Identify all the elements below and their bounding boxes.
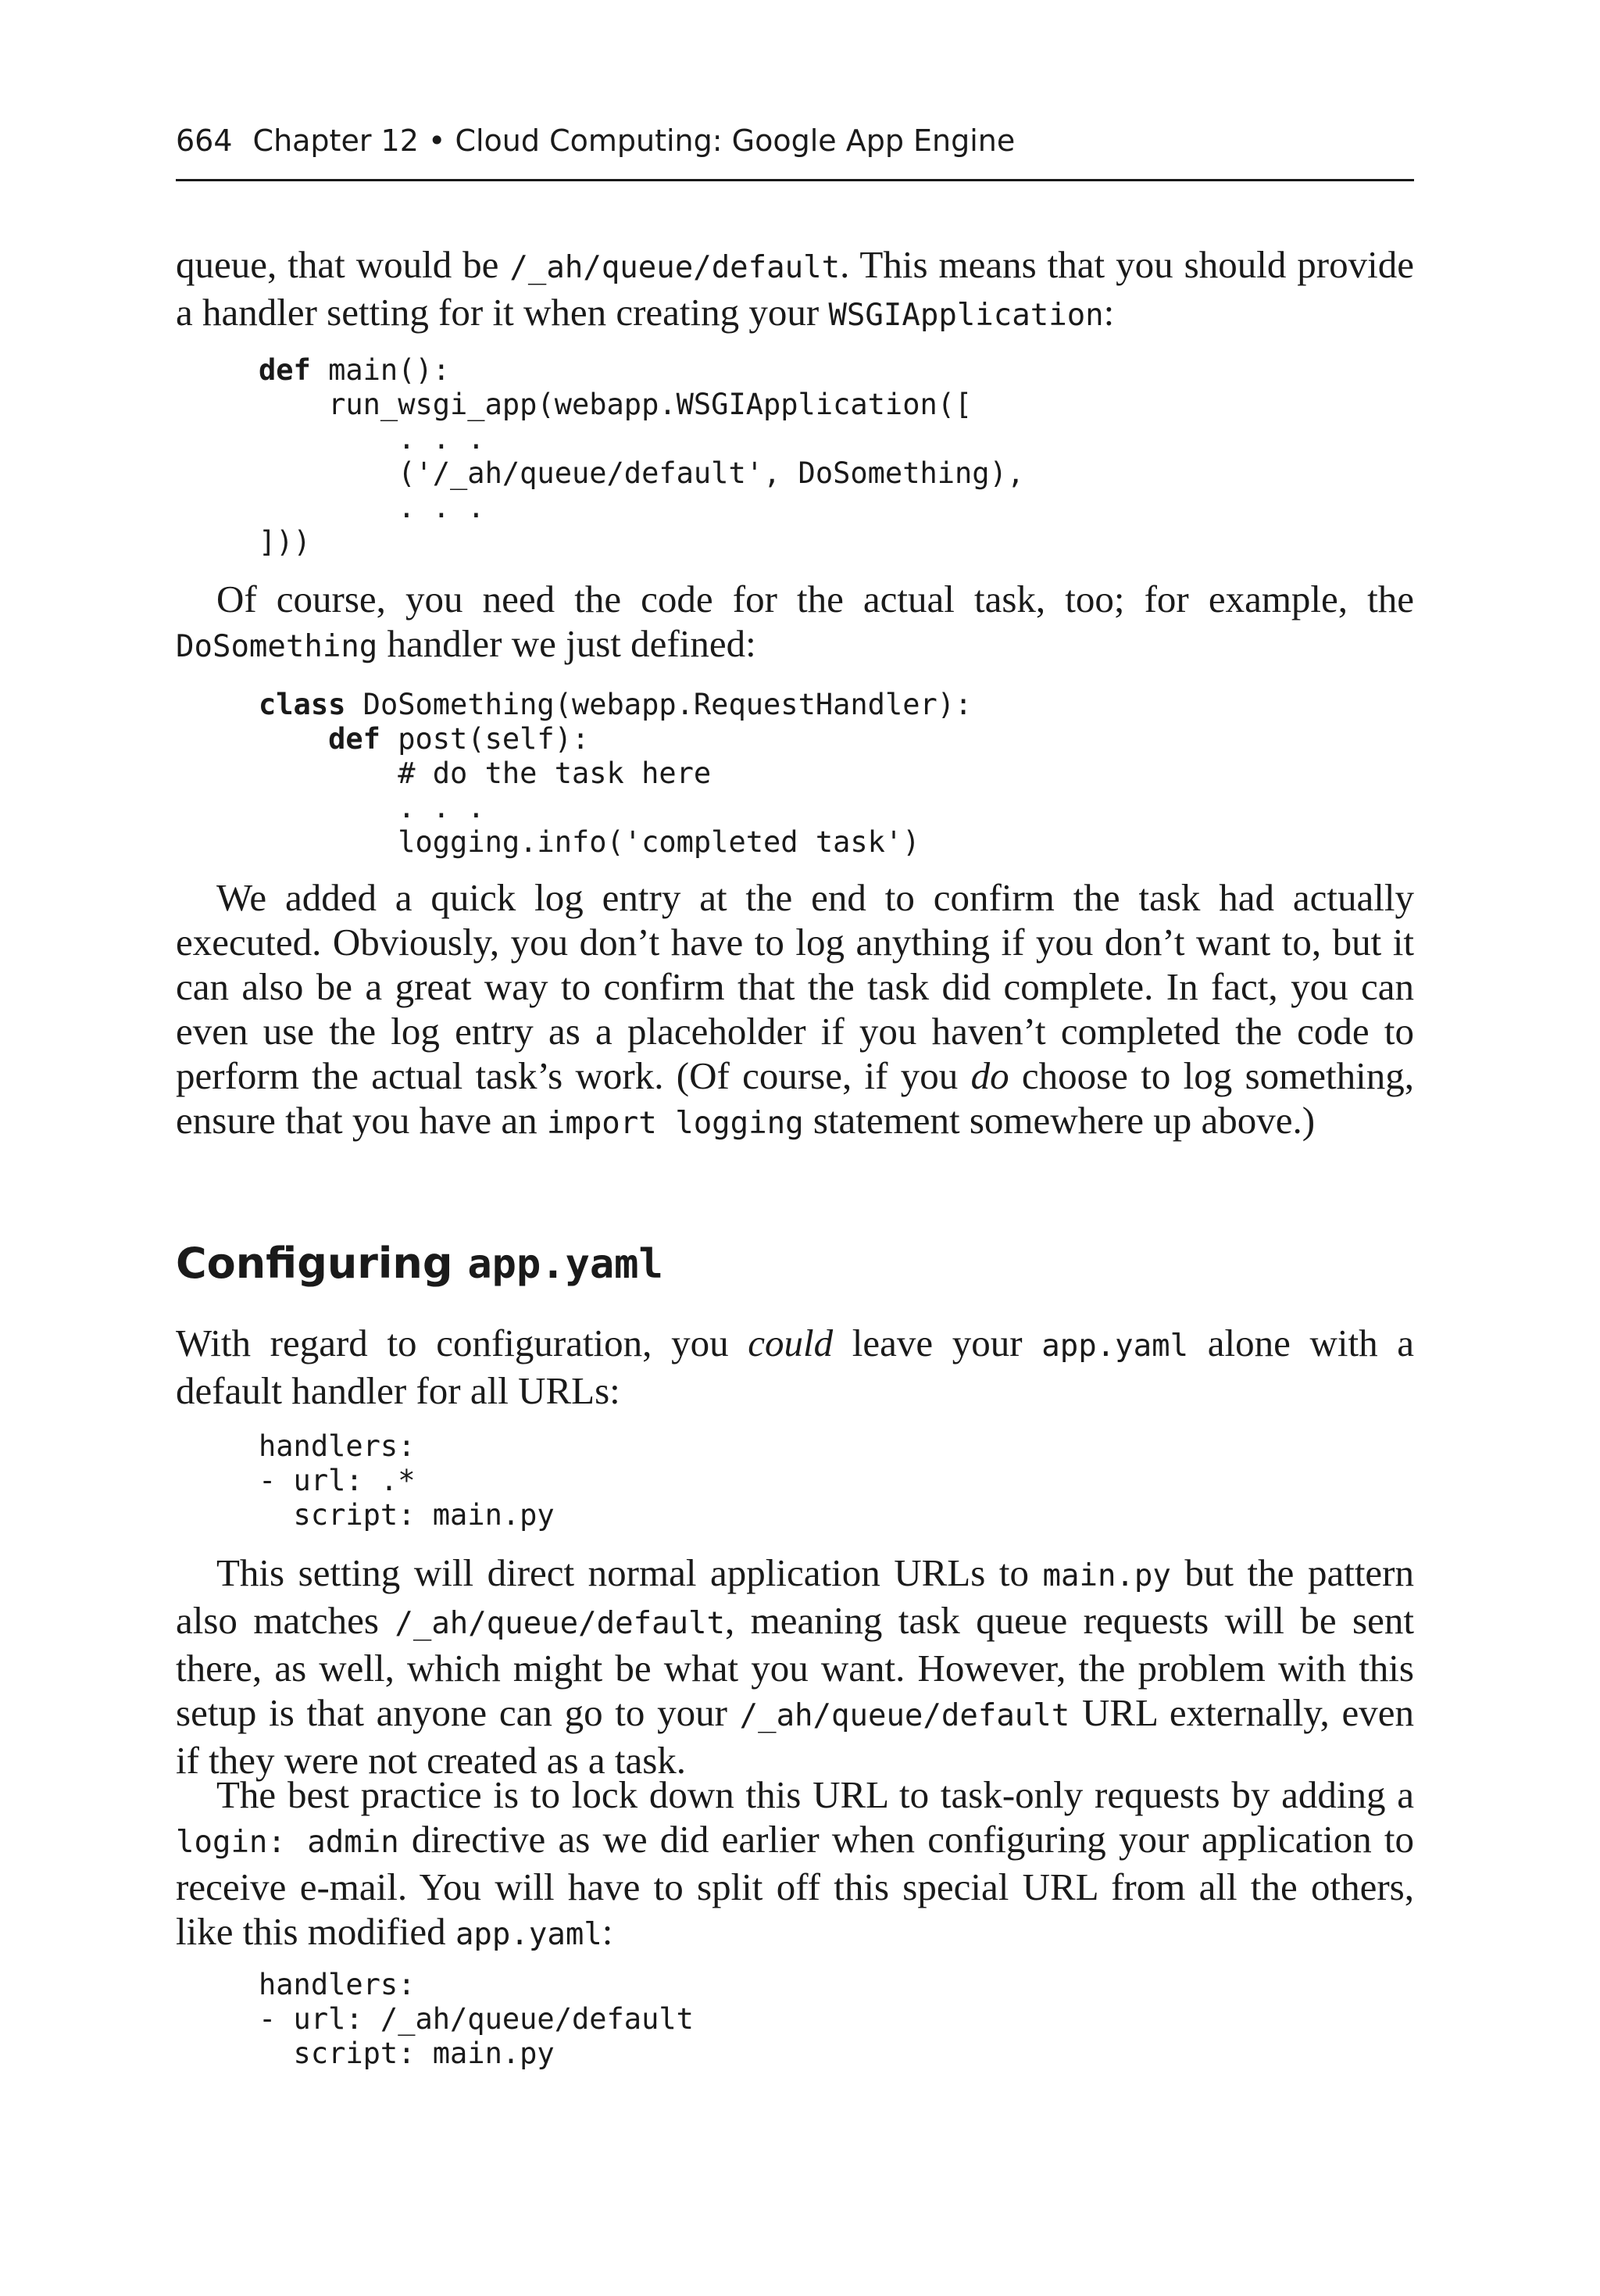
inline-code: DoSomething xyxy=(176,629,378,664)
paragraph-best-practice xyxy=(176,1772,1414,1957)
paragraph-queue-handler xyxy=(176,242,1414,338)
code-block-main xyxy=(259,353,1024,560)
text: With regard to configuration, you xyxy=(176,1321,748,1364)
code-keyword: def xyxy=(328,722,380,756)
text: queue, that would be xyxy=(176,243,510,286)
code-text: main(): xyxy=(310,353,451,387)
text: choose to log something, ensure that you have an xyxy=(176,1054,1414,1142)
text: URL externally, even if they were not created as a task. xyxy=(176,1691,1414,1782)
text: statement somewhere up above.) xyxy=(803,1099,1316,1142)
paragraph-configuration xyxy=(176,1321,1414,1413)
code-line: script: main.py xyxy=(259,1498,555,1532)
section-heading xyxy=(176,1239,663,1289)
heading-text: Configuring xyxy=(176,1239,468,1288)
inline-code: app.yaml xyxy=(455,1917,602,1952)
text: The best practice is to lock down this URL to task-only requests by adding a xyxy=(216,1773,1414,1816)
text: directive as we did earlier when configuring your application to receive e-mail. You will have to split off this special URL from all the others, like this modified xyxy=(176,1818,1414,1953)
code-indent xyxy=(259,722,328,756)
code-line: . . . xyxy=(259,791,485,824)
code-line: ('/_ah/queue/default', DoSomething), xyxy=(259,456,1025,490)
code-text: post(self): xyxy=(380,722,590,756)
inline-code: app.yaml xyxy=(1041,1329,1189,1364)
inline-code: /_ah/queue/default xyxy=(395,1606,725,1641)
paragraph-setting xyxy=(176,1550,1414,1783)
code-line: script: main.py xyxy=(259,2037,555,2070)
code-line: - url: /_ah/queue/default xyxy=(259,2002,694,2036)
text: : xyxy=(602,1910,613,1953)
code-line: handlers: xyxy=(259,1429,416,1463)
text: : xyxy=(1103,291,1115,334)
text: leave your xyxy=(833,1321,1042,1364)
inline-code: import logging xyxy=(546,1106,804,1141)
code-line: # do the task here xyxy=(259,756,712,790)
code-line: - url: .* xyxy=(259,1464,416,1497)
heading-code: app.yaml xyxy=(467,1241,663,1288)
text: . This means that you should provide a handler setting for it when creating your xyxy=(176,243,1414,334)
inline-code: /_ah/queue/default xyxy=(739,1698,1070,1733)
code-block-handlers-queue xyxy=(259,1968,694,2071)
inline-code: WSGIApplication xyxy=(828,298,1104,333)
code-block-dosomething xyxy=(259,688,972,860)
paragraph-log-entry xyxy=(176,875,1414,1146)
code-line: ])) xyxy=(259,525,311,559)
code-line: handlers: xyxy=(259,1968,416,2001)
code-line: . . . xyxy=(259,422,485,456)
inline-code: /_ah/queue/default xyxy=(509,250,841,285)
emphasis: could xyxy=(748,1321,834,1364)
code-keyword: def xyxy=(259,353,311,387)
code-block-handlers-default xyxy=(259,1429,555,1532)
code-line: run_wsgi_app(webapp.WSGIApplication([ xyxy=(259,388,973,421)
code-text: DoSomething(webapp.RequestHandler): xyxy=(345,688,973,721)
code-line: . . . xyxy=(259,491,485,524)
running-head xyxy=(176,123,1015,158)
text: We added a quick log entry at the end to confirm the task had actually executed. Obviously, you don’t have to log anything if you don’t want to, but it can also be a great way to confirm that the task did complete. In fact, you can even use the log entry as a placeholder if you haven’t completed the code to perform the actual task’s work. (Of course, if you xyxy=(176,876,1414,1097)
header-rule xyxy=(176,179,1414,181)
inline-code: login: admin xyxy=(176,1825,399,1860)
paragraph-task-code xyxy=(176,577,1414,669)
code-line: logging.info('completed task') xyxy=(259,825,920,859)
emphasis: do xyxy=(970,1054,1009,1097)
code-keyword: class xyxy=(259,688,346,721)
text: handler we just defined: xyxy=(377,622,756,665)
text: but the pattern also matches xyxy=(176,1551,1414,1642)
text: This setting will direct normal application URLs to xyxy=(216,1551,1043,1594)
text: Of course, you need the code for the actual task, too; for example, the xyxy=(216,578,1414,620)
page-number: 664 xyxy=(176,123,233,158)
text: alone with a default handler for all URLs: xyxy=(176,1321,1414,1412)
chapter-title: Chapter 12 • Cloud Computing: Google App Engine xyxy=(252,123,1016,158)
text: , meaning task queue requests will be sent there, as well, which might be what you want. However, the problem with this setup is that anyone can go to your xyxy=(176,1599,1414,1734)
inline-code: main.py xyxy=(1042,1558,1171,1593)
